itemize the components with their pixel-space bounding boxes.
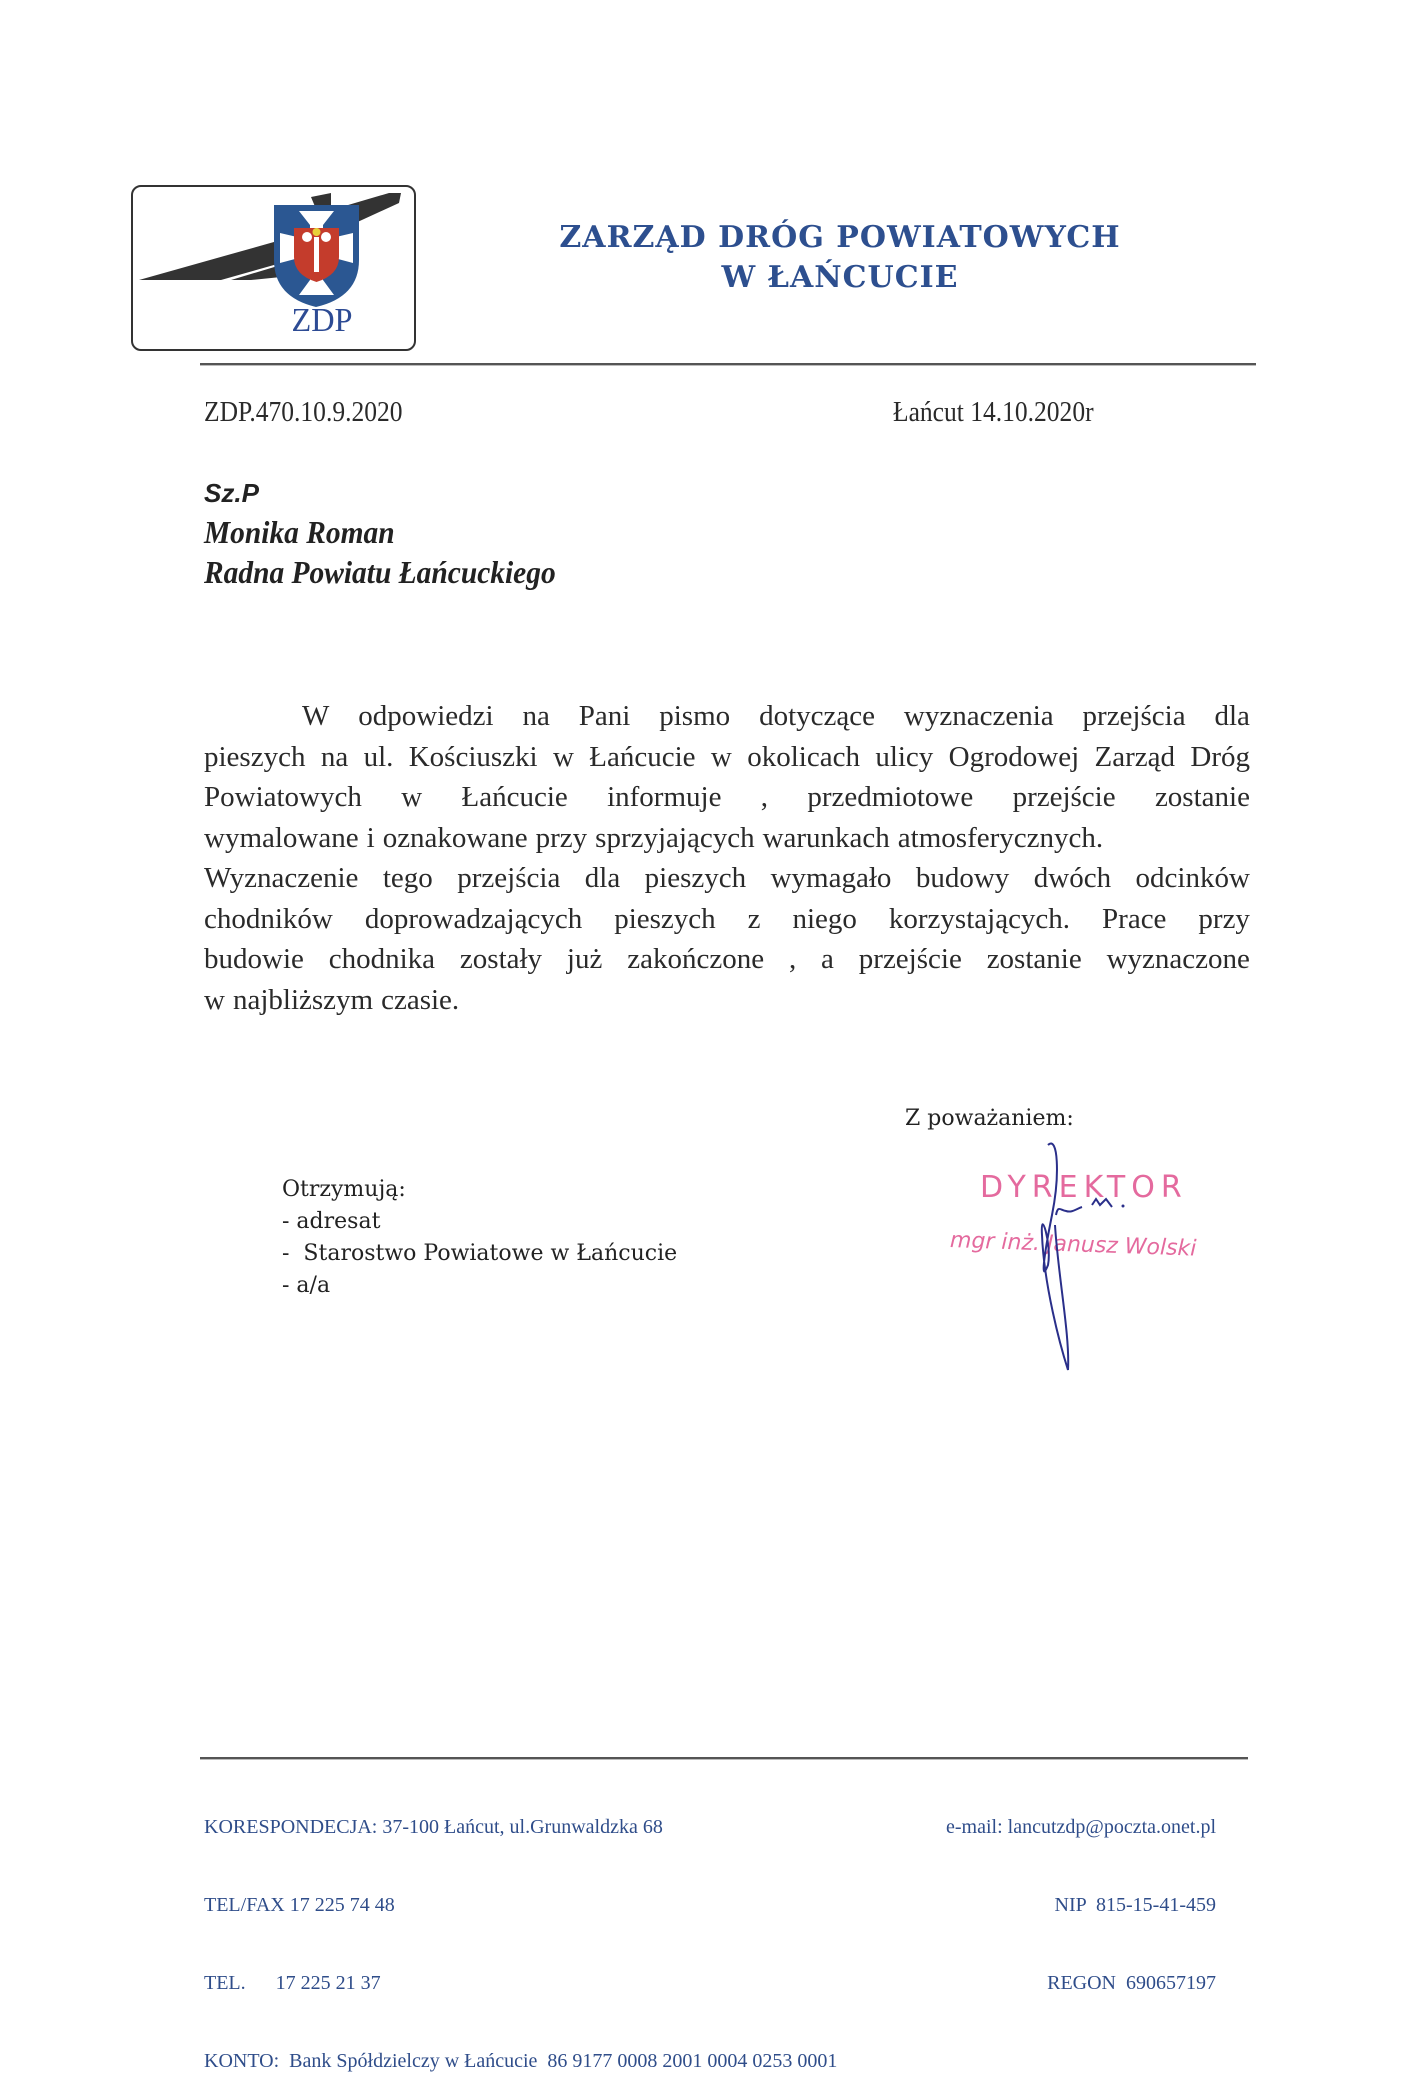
organization-title-line2: W ŁAŃCUCIE xyxy=(721,260,959,295)
body-word: dla xyxy=(1214,700,1250,732)
body-word: odpowiedzi xyxy=(358,700,494,732)
body-word: przy xyxy=(535,821,588,854)
body-word: dwóch xyxy=(1033,862,1112,894)
organization-title xyxy=(440,218,1240,298)
footer-nip: NIP 815-15-41-459 xyxy=(1054,1894,1216,1916)
recipient-item: - Starostwo Powiatowe w Łańcucie xyxy=(282,1241,678,1266)
body-word: chodników xyxy=(204,902,333,935)
body-word: dla xyxy=(584,862,621,894)
body-word: pismo xyxy=(659,700,731,732)
body-word: w xyxy=(204,983,225,1016)
body-word: w xyxy=(552,740,574,773)
body-line xyxy=(204,899,1250,939)
body-word: Powiatowych xyxy=(204,781,362,813)
body-word: zostanie xyxy=(986,943,1082,975)
body-word: , xyxy=(760,781,769,813)
letter-date: Łańcut 14.10.2020r xyxy=(893,396,1094,428)
closing-phrase: Z poważaniem: xyxy=(905,1106,1074,1131)
body-word: przejścia xyxy=(1082,700,1186,732)
body-word: ulicy xyxy=(875,740,934,773)
body-word: Zarząd xyxy=(1094,740,1176,773)
body-word: doprowadzających xyxy=(364,902,583,935)
body-word: budowie xyxy=(204,943,304,975)
recipients-list xyxy=(282,1174,677,1302)
body-line xyxy=(204,818,1250,858)
body-word: okolicach xyxy=(747,740,860,773)
addressee-name: Monika Roman xyxy=(204,514,395,550)
body-word: czasie. xyxy=(381,983,460,1016)
body-word: w xyxy=(401,781,423,813)
body-word: Wyznaczenie xyxy=(204,862,359,894)
body-word: zakończone xyxy=(627,943,765,975)
body-word: wymagało xyxy=(770,862,892,894)
body-word: pieszych xyxy=(204,740,306,773)
body-word: pieszych xyxy=(644,862,747,894)
body-word: zostały xyxy=(459,943,543,975)
body-word: informuje xyxy=(607,781,722,813)
body-word: Łańcucie xyxy=(461,781,568,813)
body-word: przy xyxy=(1198,902,1250,935)
body-word: oznakowane xyxy=(382,821,528,854)
body-line xyxy=(204,777,1250,817)
footer-telfax: TEL/FAX 17 225 74 48 xyxy=(204,1894,395,1916)
stamp-title: DYREKTOR xyxy=(980,1170,1188,1205)
body-word: ul. xyxy=(363,740,394,773)
body-word: przejście xyxy=(858,943,962,975)
body-word: dotyczące xyxy=(759,700,875,732)
header-divider xyxy=(200,363,1256,366)
body-word: korzystających. xyxy=(888,902,1071,935)
body-word: przejście xyxy=(1012,781,1116,813)
body-word: w xyxy=(710,740,732,773)
stamp-name: mgr inż. Janusz Wolski xyxy=(949,1228,1197,1262)
body-word: atmosferycznych. xyxy=(897,821,1104,854)
body-word: budowy xyxy=(915,862,1010,894)
body-word: już xyxy=(566,943,603,975)
body-word: Dróg xyxy=(1190,740,1250,773)
body-word: W xyxy=(302,700,330,732)
body-line xyxy=(204,980,1250,1020)
body-word: wyznaczenia xyxy=(903,700,1054,732)
body-word: zostanie xyxy=(1154,781,1250,813)
recipients-heading: Otrzymują: xyxy=(282,1177,406,1202)
footer-contact xyxy=(204,1762,837,2100)
body-line xyxy=(302,696,1250,736)
zdp-logo-icon xyxy=(131,185,416,351)
body-word: i xyxy=(366,821,375,854)
body-word: przejścia xyxy=(457,862,561,894)
body-word: , xyxy=(788,943,797,975)
footer-address: KORESPONDECJA: 37-100 Łańcut, ul.Grunwaldzka 68 xyxy=(204,1816,663,1838)
body-word: przedmiotowe xyxy=(807,781,974,813)
footer-tel: TEL. 17 225 21 37 xyxy=(204,1972,381,1994)
recipient-item: - adresat xyxy=(282,1209,381,1234)
footer-regon: REGON 690657197 xyxy=(1047,1972,1216,1994)
organization-title-line1: ZARZĄD DRÓG POWIATOWYCH xyxy=(559,220,1121,255)
salutation: Sz.P xyxy=(204,478,259,508)
footer-identifiers xyxy=(880,1762,1216,2022)
body-word: na xyxy=(320,740,349,773)
body-word: Pani xyxy=(578,700,631,732)
body-word: Prace xyxy=(1102,902,1167,935)
addressee-title: Radna Powiatu Łańcuckiego xyxy=(204,554,556,590)
body-line xyxy=(204,858,1250,898)
body-word: pieszych xyxy=(614,902,716,935)
recipient-item: - a/a xyxy=(282,1273,331,1298)
signature-icon xyxy=(1000,1135,1200,1375)
footer-bank-account: KONTO: Bank Spółdzielczy w Łańcucie 86 9177 0008 2001 0004 0253 0001 xyxy=(204,2050,838,2072)
body-word: Ogrodowej xyxy=(948,740,1080,773)
body-word: wyznaczone xyxy=(1106,943,1250,975)
body-word: tego xyxy=(382,862,433,894)
body-word: sprzyjających xyxy=(595,821,755,854)
body-word: Łańcucie xyxy=(589,740,696,773)
reference-number: ZDP.470.10.9.2020 xyxy=(204,396,403,428)
body-word: wymalowane xyxy=(204,821,359,854)
body-word: Kościuszki xyxy=(408,740,538,773)
logo-text: ZDP xyxy=(291,302,353,339)
body-word: z xyxy=(747,902,761,935)
body-word: najbliższym xyxy=(232,983,374,1016)
body-word: na xyxy=(522,700,550,732)
body-word: odcinków xyxy=(1135,862,1250,894)
footer-divider xyxy=(200,1757,1248,1760)
body-word: niego xyxy=(792,902,857,935)
body-word: chodnika xyxy=(328,943,436,975)
footer-email[interactable]: e-mail: lancutzdp@poczta.onet.pl xyxy=(946,1816,1216,1838)
body-line xyxy=(204,939,1250,979)
body-word: a xyxy=(821,943,834,975)
body-word: warunkach xyxy=(762,821,890,854)
body-line xyxy=(204,737,1250,777)
